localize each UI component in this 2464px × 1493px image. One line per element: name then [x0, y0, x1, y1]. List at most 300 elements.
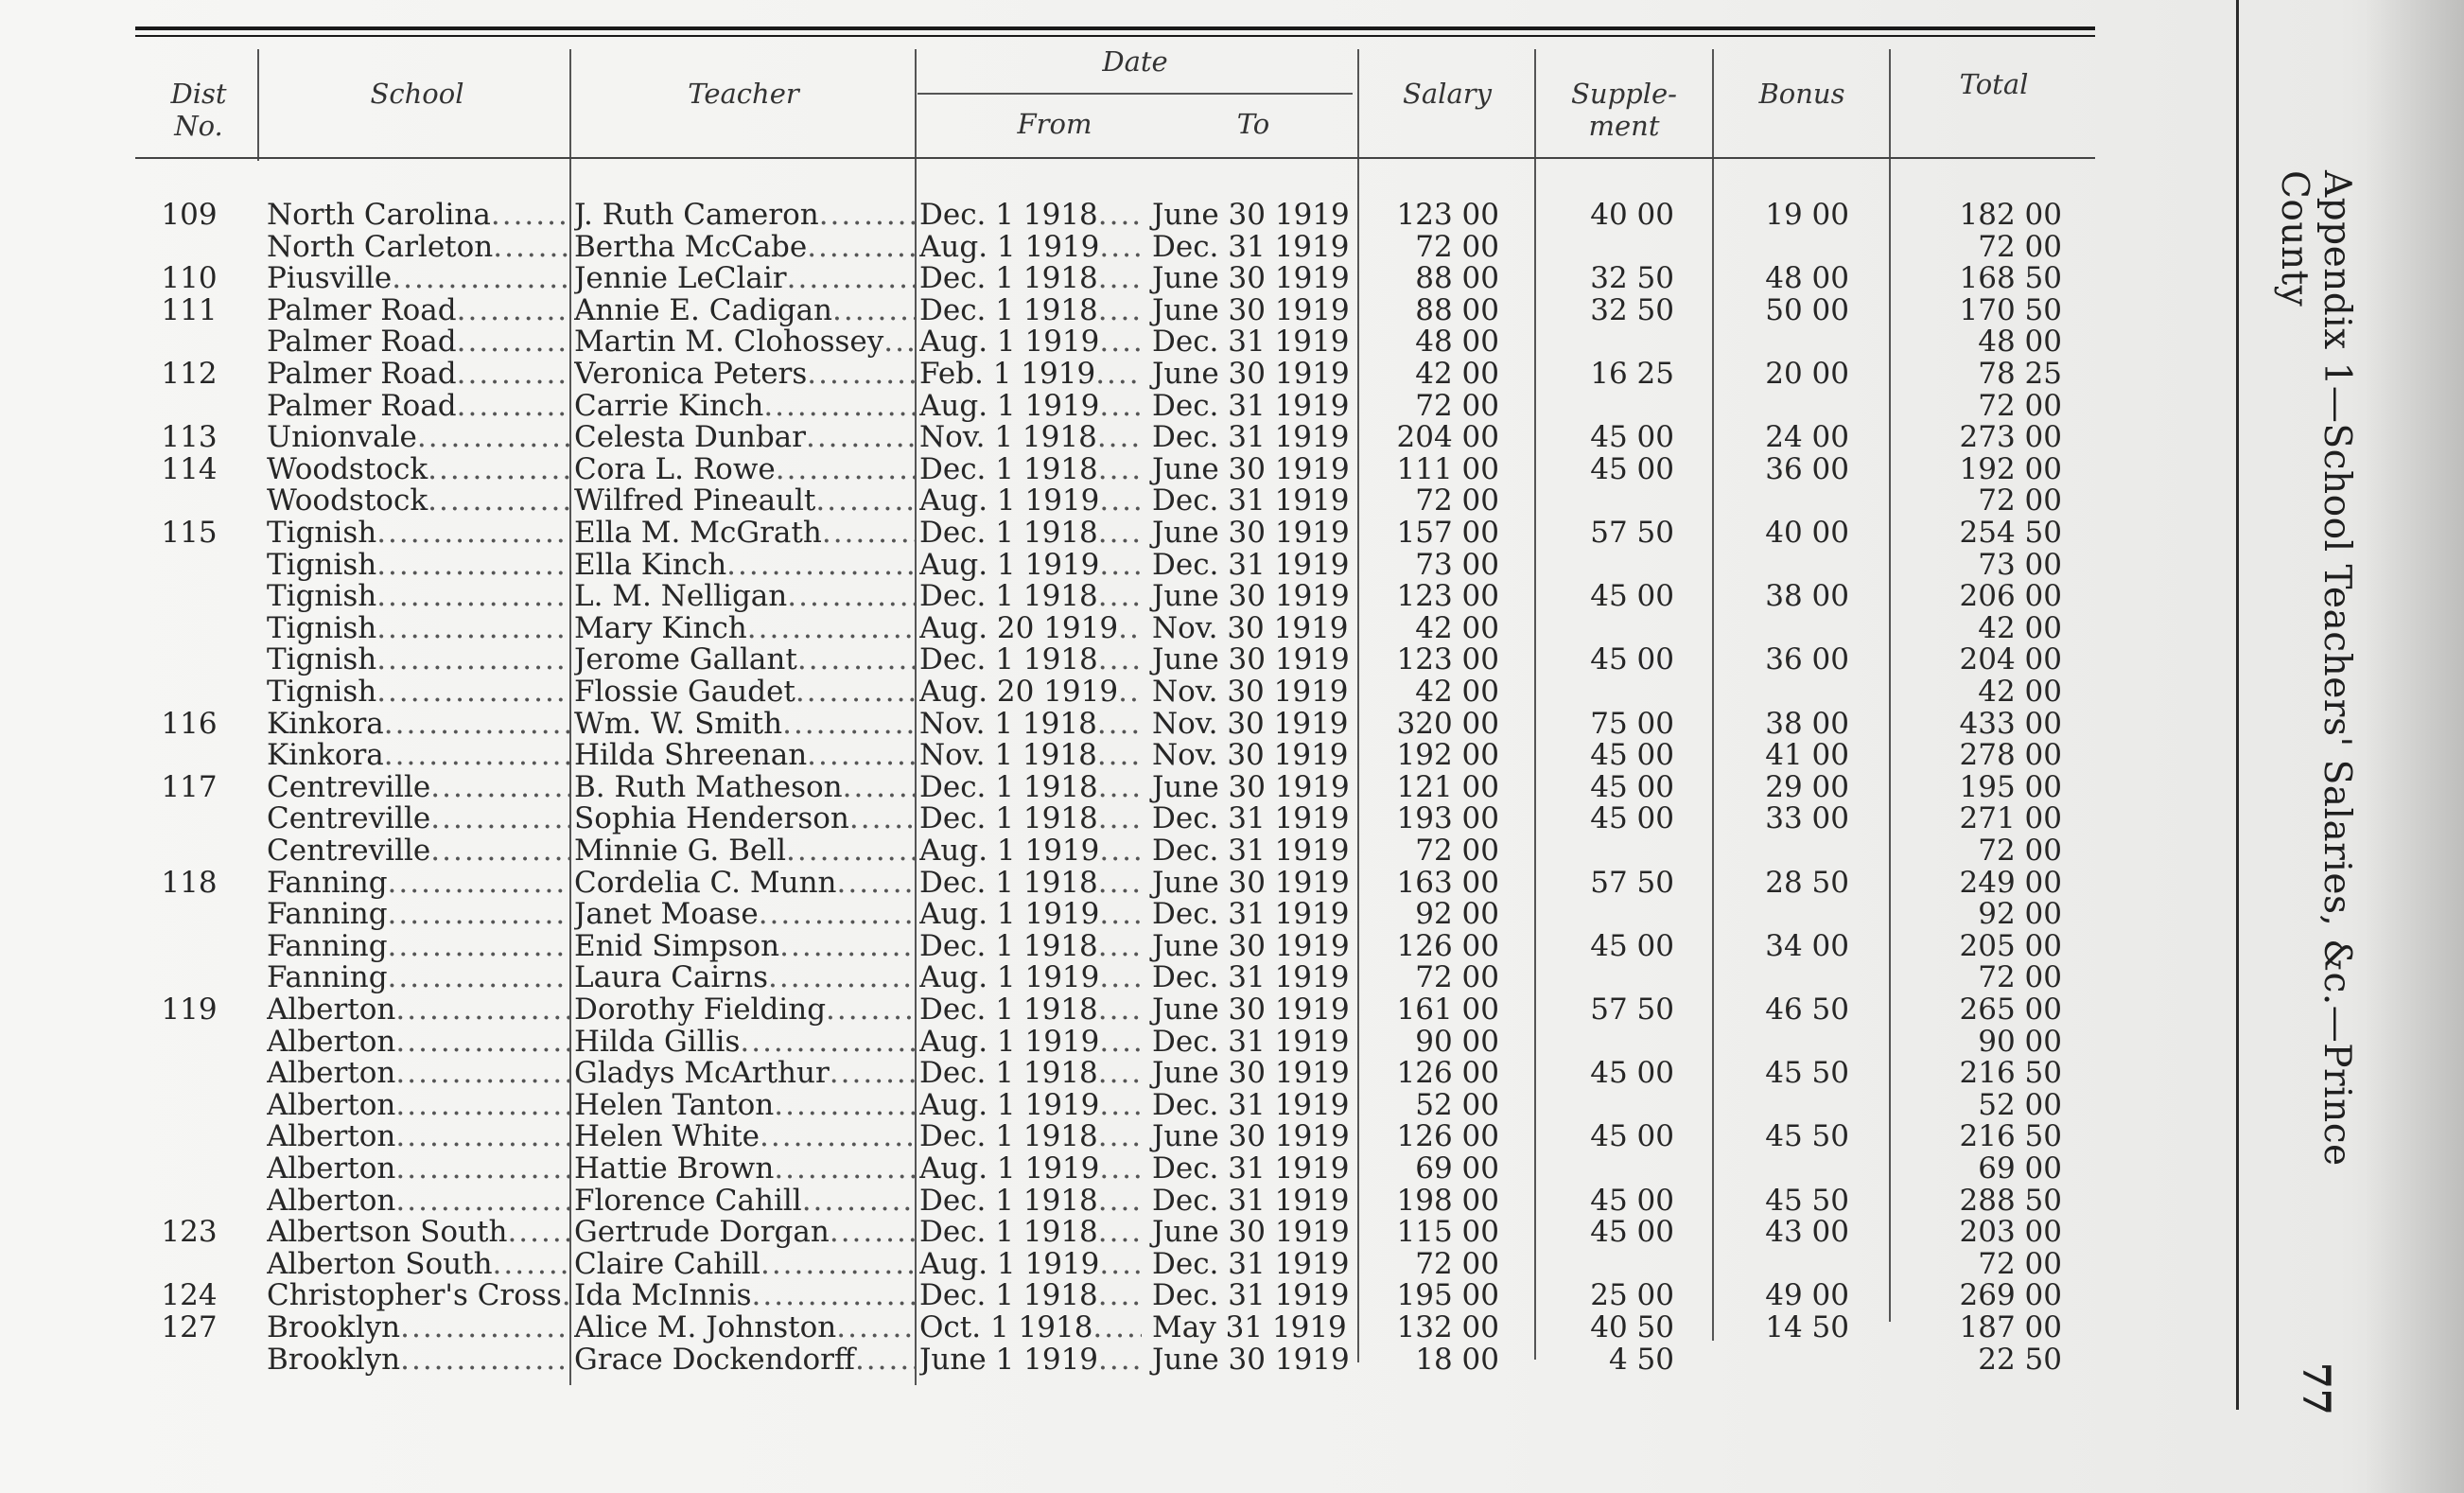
- row-salary: 72 00: [1415, 229, 1499, 264]
- header-bottom-rule: [135, 157, 2095, 159]
- row-salary: 198 00: [1396, 1183, 1499, 1218]
- row-date-to: Nov. 30 1919: [1152, 610, 1349, 645]
- table-row: [0, 1185, 2095, 1217]
- row-total: 216 50: [1959, 1056, 2062, 1091]
- row-date-from: Aug. 1 1919 .....: [919, 1089, 1142, 1121]
- running-head: Appendix 1—School Teachers' Salaries, &c.—Prince County: [2273, 170, 2358, 1167]
- row-bonus: 29 00: [1765, 769, 1849, 804]
- row-salary: 88 00: [1415, 292, 1499, 327]
- table-row: [0, 580, 2095, 612]
- row-school: Alberton .....: [267, 1185, 571, 1217]
- row-date-to: June 30 1919: [1152, 261, 1350, 296]
- row-date-from: Aug. 1 1919 .....: [919, 231, 1142, 263]
- row-total: 195 00: [1959, 769, 2062, 804]
- row-date-from: Aug. 1 1919 .....: [919, 484, 1142, 517]
- row-teacher: Minnie G. Bell .....: [574, 834, 915, 867]
- row-date-from: Aug. 1 1919 .....: [919, 961, 1142, 993]
- header-date-from: From: [1017, 108, 1092, 140]
- row-date-from: Dec. 1 1918 .....: [919, 453, 1142, 485]
- page-number: 77: [2294, 1362, 2338, 1415]
- row-school: Unionvale .....: [267, 421, 571, 453]
- row-date-from: Dec. 1 1918 .....: [919, 580, 1142, 612]
- row-school: Albertson South .....: [267, 1216, 571, 1248]
- row-date-to: Dec. 31 1919: [1152, 897, 1350, 932]
- table-row: [0, 867, 2095, 899]
- row-school: Fanning .....: [267, 961, 571, 993]
- row-supplement: 45 00: [1590, 451, 1674, 486]
- row-bonus: 41 00: [1765, 738, 1849, 773]
- page-edge-shadow: [2365, 0, 2464, 1493]
- row-date-from: Nov. 1 1918 .....: [919, 739, 1142, 771]
- row-school: Alberton South .....: [267, 1248, 571, 1280]
- table-row: [0, 421, 2095, 453]
- row-school: Alberton .....: [267, 1089, 571, 1121]
- row-date-from: Aug. 1 1919 .....: [919, 1152, 1142, 1185]
- row-school: Tignish .....: [267, 580, 571, 612]
- row-total: 192 00: [1959, 451, 2062, 486]
- row-total: 187 00: [1959, 1310, 2062, 1344]
- table-row: [0, 930, 2095, 962]
- row-bonus: 50 00: [1765, 292, 1849, 327]
- row-supplement: 57 50: [1590, 516, 1674, 550]
- row-date-to: May 31 1919: [1152, 1310, 1347, 1344]
- row-salary: 111 00: [1396, 451, 1499, 486]
- row-school: Fanning .....: [267, 930, 571, 962]
- row-salary: 123 00: [1396, 579, 1499, 614]
- row-school: North Carolina .....: [267, 199, 571, 231]
- row-teacher: Grace Dockendorff .....: [574, 1344, 915, 1376]
- row-supplement: 45 00: [1590, 928, 1674, 963]
- row-supplement: 32 50: [1590, 292, 1674, 327]
- row-bonus: 43 00: [1765, 1215, 1849, 1250]
- row-salary: 92 00: [1415, 897, 1499, 932]
- row-dist-no: 111: [161, 292, 218, 327]
- row-date-to: June 30 1919: [1152, 1119, 1350, 1154]
- row-supplement: 16 25: [1590, 357, 1674, 391]
- row-teacher: Annie E. Cadigan .....: [574, 294, 915, 326]
- row-date-from: Aug. 1 1919 .....: [919, 549, 1142, 581]
- row-dist-no: 119: [161, 992, 218, 1027]
- row-teacher: Bertha McCabe .....: [574, 231, 915, 263]
- row-school: Tignish .....: [267, 643, 571, 676]
- row-date-to: June 30 1919: [1152, 1342, 1350, 1377]
- table-row: [0, 612, 2095, 644]
- row-salary: 90 00: [1415, 1024, 1499, 1059]
- row-dist-no: 118: [161, 865, 218, 900]
- row-salary: 72 00: [1415, 483, 1499, 518]
- row-total: 73 00: [1978, 547, 2062, 582]
- row-bonus: 28 50: [1765, 865, 1849, 900]
- row-teacher: Flossie Gaudet .....: [574, 676, 915, 708]
- row-total: 42 00: [1978, 675, 2062, 709]
- row-teacher: Claire Cahill .....: [574, 1248, 915, 1280]
- row-dist-no: 123: [161, 1215, 218, 1250]
- row-teacher: Carrie Kinch .....: [574, 390, 915, 422]
- row-date-from: Dec. 1 1918 .....: [919, 199, 1142, 231]
- row-total: 182 00: [1959, 198, 2062, 232]
- row-total: 48 00: [1978, 325, 2062, 360]
- row-date-from: Aug. 1 1919 .....: [919, 390, 1142, 422]
- row-teacher: Hilda Shreenan .....: [574, 739, 915, 771]
- row-total: 72 00: [1978, 1246, 2062, 1281]
- row-teacher: Mary Kinch .....: [574, 612, 915, 644]
- row-date-to: June 30 1919: [1152, 769, 1350, 804]
- row-teacher: Dorothy Fielding .....: [574, 993, 915, 1026]
- row-school: Alberton .....: [267, 993, 571, 1026]
- row-bonus: 36 00: [1765, 451, 1849, 486]
- row-salary: 72 00: [1415, 388, 1499, 423]
- header-date-to: To: [1236, 108, 1270, 140]
- row-date-to: June 30 1919: [1152, 451, 1350, 486]
- row-date-from: Aug. 1 1919 .....: [919, 898, 1142, 930]
- row-total: 52 00: [1978, 1087, 2062, 1122]
- row-teacher: Veronica Peters .....: [574, 358, 915, 390]
- row-date-to: June 30 1919: [1152, 928, 1350, 963]
- row-total: 72 00: [1978, 483, 2062, 518]
- row-date-from: Dec. 1 1918 .....: [919, 1120, 1142, 1152]
- row-supplement: 45 00: [1590, 579, 1674, 614]
- row-salary: 192 00: [1396, 738, 1499, 773]
- row-date-to: Dec. 31 1919: [1152, 325, 1350, 360]
- row-teacher: Jerome Gallant .....: [574, 643, 915, 676]
- row-date-from: Aug. 20 1919 .....: [919, 676, 1142, 708]
- row-bonus: 45 50: [1765, 1119, 1849, 1154]
- table-row: [0, 676, 2095, 708]
- row-teacher: Celesta Dunbar .....: [574, 421, 915, 453]
- header-supplement: Supple- ment: [1571, 78, 1677, 142]
- row-bonus: 49 00: [1765, 1278, 1849, 1313]
- row-total: 269 00: [1959, 1278, 2062, 1313]
- row-supplement: 45 00: [1590, 1215, 1674, 1250]
- table-row: [0, 1152, 2095, 1185]
- row-total: 22 50: [1978, 1342, 2062, 1377]
- row-school: Piusville .....: [267, 262, 571, 294]
- table-row: [0, 231, 2095, 263]
- row-salary: 157 00: [1396, 516, 1499, 550]
- row-date-to: Dec. 31 1919: [1152, 801, 1350, 836]
- row-date-to: Nov. 30 1919: [1152, 738, 1349, 773]
- row-bonus: 45 50: [1765, 1183, 1849, 1218]
- row-dist-no: 124: [161, 1278, 218, 1313]
- table-row: [0, 390, 2095, 422]
- row-teacher: Gladys McArthur .....: [574, 1057, 915, 1089]
- table-row: [0, 294, 2095, 326]
- row-salary: 204 00: [1396, 420, 1499, 455]
- row-dist-no: 112: [161, 357, 218, 391]
- row-total: 205 00: [1959, 928, 2062, 963]
- table-row: [0, 199, 2095, 231]
- row-date-from: Dec. 1 1918 .....: [919, 802, 1142, 834]
- row-teacher: Jennie LeClair .....: [574, 262, 915, 294]
- row-school: Brooklyn .....: [267, 1311, 571, 1344]
- row-dist-no: 117: [161, 769, 218, 804]
- row-supplement: 40 50: [1590, 1310, 1674, 1344]
- row-date-to: June 30 1919: [1152, 579, 1350, 614]
- table-row: [0, 453, 2095, 485]
- row-salary: 72 00: [1415, 834, 1499, 868]
- row-date-from: Dec. 1 1918 .....: [919, 262, 1142, 294]
- row-school: Alberton .....: [267, 1026, 571, 1058]
- date-subheader-rule: [917, 93, 1353, 95]
- row-date-to: Dec. 31 1919: [1152, 1246, 1350, 1281]
- row-salary: 18 00: [1415, 1342, 1499, 1377]
- row-salary: 42 00: [1415, 610, 1499, 645]
- row-salary: 161 00: [1396, 992, 1499, 1027]
- row-date-from: Aug. 1 1919 .....: [919, 834, 1142, 867]
- row-total: 288 50: [1959, 1183, 2062, 1218]
- row-supplement: 57 50: [1590, 992, 1674, 1027]
- row-teacher: Hilda Gillis .....: [574, 1026, 915, 1058]
- row-salary: 126 00: [1396, 1056, 1499, 1091]
- row-total: 42 00: [1978, 610, 2062, 645]
- row-date-from: Dec. 1 1918 .....: [919, 771, 1142, 803]
- row-date-to: Dec. 31 1919: [1152, 1278, 1350, 1313]
- row-total: 72 00: [1978, 229, 2062, 264]
- row-salary: 193 00: [1396, 801, 1499, 836]
- row-date-from: Dec. 1 1918 .....: [919, 294, 1142, 326]
- row-supplement: 45 00: [1590, 738, 1674, 773]
- row-dist-no: 113: [161, 420, 218, 455]
- row-bonus: 14 50: [1765, 1310, 1849, 1344]
- row-salary: 88 00: [1415, 261, 1499, 296]
- row-date-to: Dec. 31 1919: [1152, 834, 1350, 868]
- table-row: [0, 517, 2095, 549]
- row-salary: 123 00: [1396, 642, 1499, 677]
- table-row: [0, 898, 2095, 930]
- table-row: [0, 358, 2095, 390]
- row-salary: 42 00: [1415, 357, 1499, 391]
- row-date-to: Dec. 31 1919: [1152, 1183, 1350, 1218]
- row-school: Tignish .....: [267, 549, 571, 581]
- row-date-from: June 1 1919 .....: [919, 1344, 1142, 1376]
- row-supplement: 45 00: [1590, 420, 1674, 455]
- row-bonus: 46 50: [1765, 992, 1849, 1027]
- row-date-to: June 30 1919: [1152, 516, 1350, 550]
- row-total: 90 00: [1978, 1024, 2062, 1059]
- row-date-from: Dec. 1 1918 .....: [919, 867, 1142, 899]
- row-teacher: Helen Tanton .....: [574, 1089, 915, 1121]
- row-date-to: Dec. 31 1919: [1152, 420, 1350, 455]
- row-school: Brooklyn .....: [267, 1344, 571, 1376]
- row-supplement: 45 00: [1590, 1056, 1674, 1091]
- table-row: [0, 643, 2095, 676]
- row-teacher: Laura Cairns .....: [574, 961, 915, 993]
- row-total: 72 00: [1978, 388, 2062, 423]
- row-total: 203 00: [1959, 1215, 2062, 1250]
- row-bonus: 36 00: [1765, 642, 1849, 677]
- row-teacher: B. Ruth Matheson .....: [574, 771, 915, 803]
- row-school: North Carleton .....: [267, 231, 571, 263]
- row-date-from: Dec. 1 1918 .....: [919, 930, 1142, 962]
- row-total: 170 50: [1959, 292, 2062, 327]
- row-teacher: Ella Kinch .....: [574, 549, 915, 581]
- row-salary: 48 00: [1415, 325, 1499, 360]
- table-row: [0, 1311, 2095, 1344]
- row-total: 273 00: [1959, 420, 2062, 455]
- row-date-from: Nov. 1 1918 .....: [919, 421, 1142, 453]
- table-row: [0, 1120, 2095, 1152]
- margin-rule: [2236, 0, 2239, 1410]
- row-date-to: June 30 1919: [1152, 357, 1350, 391]
- row-total: 69 00: [1978, 1151, 2062, 1186]
- row-salary: 163 00: [1396, 865, 1499, 900]
- row-date-to: June 30 1919: [1152, 1215, 1350, 1250]
- row-school: Centreville .....: [267, 771, 571, 803]
- row-salary: 69 00: [1415, 1151, 1499, 1186]
- table-row: [0, 1344, 2095, 1376]
- row-date-to: Dec. 31 1919: [1152, 229, 1350, 264]
- row-date-to: Dec. 31 1919: [1152, 483, 1350, 518]
- table-row: [0, 961, 2095, 993]
- header-teacher: Teacher: [688, 78, 799, 110]
- row-date-from: Aug. 1 1919 .....: [919, 1248, 1142, 1280]
- row-school: Centreville .....: [267, 834, 571, 867]
- header-bonus: Bonus: [1758, 78, 1845, 110]
- row-date-to: Nov. 30 1919: [1152, 675, 1349, 709]
- header-school: School: [370, 78, 464, 110]
- table-row: [0, 834, 2095, 867]
- row-date-to: June 30 1919: [1152, 992, 1350, 1027]
- row-date-to: Nov. 30 1919: [1152, 706, 1349, 741]
- header-total: Total: [1959, 68, 2029, 100]
- row-teacher: Enid Simpson .....: [574, 930, 915, 962]
- row-salary: 123 00: [1396, 198, 1499, 232]
- header-salary: Salary: [1403, 78, 1492, 110]
- row-bonus: 40 00: [1765, 516, 1849, 550]
- row-total: 72 00: [1978, 834, 2062, 868]
- row-supplement: 75 00: [1590, 706, 1674, 741]
- row-supplement: 45 00: [1590, 769, 1674, 804]
- table-row: [0, 1279, 2095, 1311]
- row-salary: 73 00: [1415, 547, 1499, 582]
- row-total: 249 00: [1959, 865, 2062, 900]
- row-date-from: Nov. 1 1918 .....: [919, 708, 1142, 740]
- table-row: [0, 802, 2095, 834]
- row-salary: 52 00: [1415, 1087, 1499, 1122]
- row-date-from: Dec. 1 1918 .....: [919, 1185, 1142, 1217]
- row-salary: 72 00: [1415, 960, 1499, 995]
- row-dist-no: 116: [161, 706, 218, 741]
- row-salary: 132 00: [1396, 1310, 1499, 1344]
- row-teacher: Cordelia C. Munn .....: [574, 867, 915, 899]
- row-date-to: Dec. 31 1919: [1152, 1024, 1350, 1059]
- row-teacher: Sophia Henderson .....: [574, 802, 915, 834]
- row-date-from: Oct. 1 1918 .....: [919, 1311, 1142, 1344]
- row-date-from: Aug. 1 1919 .....: [919, 325, 1142, 358]
- row-supplement: 4 50: [1608, 1342, 1674, 1377]
- row-teacher: Alice M. Johnston .....: [574, 1311, 915, 1344]
- row-teacher: Martin M. Clohossey .....: [574, 325, 915, 358]
- row-teacher: Gertrude Dorgan .....: [574, 1216, 915, 1248]
- header-date: Date: [1102, 45, 1168, 78]
- row-teacher: Helen White .....: [574, 1120, 915, 1152]
- table-row: [0, 325, 2095, 358]
- table-row: [0, 1216, 2095, 1248]
- row-total: 72 00: [1978, 960, 2062, 995]
- table-row: [0, 1026, 2095, 1058]
- table-row: [0, 549, 2095, 581]
- row-supplement: 25 00: [1590, 1278, 1674, 1313]
- row-supplement: 57 50: [1590, 865, 1674, 900]
- row-date-to: June 30 1919: [1152, 642, 1350, 677]
- row-teacher: L. M. Nelligan .....: [574, 580, 915, 612]
- row-teacher: Cora L. Rowe .....: [574, 453, 915, 485]
- row-bonus: 48 00: [1765, 261, 1849, 296]
- row-school: Kinkora .....: [267, 708, 571, 740]
- row-salary: 195 00: [1396, 1278, 1499, 1313]
- row-dist-no: 110: [161, 261, 218, 296]
- row-school: Tignish .....: [267, 676, 571, 708]
- row-salary: 320 00: [1396, 706, 1499, 741]
- row-date-from: Dec. 1 1918 .....: [919, 643, 1142, 676]
- column-divider: [257, 49, 259, 161]
- row-school: Woodstock .....: [267, 453, 571, 485]
- row-date-to: June 30 1919: [1152, 292, 1350, 327]
- row-supplement: 45 00: [1590, 1183, 1674, 1218]
- row-total: 92 00: [1978, 897, 2062, 932]
- row-bonus: 19 00: [1765, 198, 1849, 232]
- table-row: [0, 739, 2095, 771]
- row-school: Alberton .....: [267, 1120, 571, 1152]
- row-date-to: June 30 1919: [1152, 865, 1350, 900]
- row-date-from: Aug. 1 1919 .....: [919, 1026, 1142, 1058]
- row-total: 168 50: [1959, 261, 2062, 296]
- row-date-to: June 30 1919: [1152, 198, 1350, 232]
- row-total: 433 00: [1959, 706, 2062, 741]
- row-salary: 72 00: [1415, 1246, 1499, 1281]
- row-school: Kinkora .....: [267, 739, 571, 771]
- row-school: Tignish .....: [267, 612, 571, 644]
- row-school: Palmer Road .....: [267, 358, 571, 390]
- row-total: 278 00: [1959, 738, 2062, 773]
- row-bonus: 20 00: [1765, 357, 1849, 391]
- row-total: 204 00: [1959, 642, 2062, 677]
- row-supplement: 45 00: [1590, 801, 1674, 836]
- row-total: 265 00: [1959, 992, 2062, 1027]
- row-supplement: 32 50: [1590, 261, 1674, 296]
- row-total: 254 50: [1959, 516, 2062, 550]
- row-school: Alberton .....: [267, 1057, 571, 1089]
- row-date-from: Feb. 1 1919 .....: [919, 358, 1142, 390]
- row-bonus: 33 00: [1765, 801, 1849, 836]
- row-bonus: 34 00: [1765, 928, 1849, 963]
- row-total: 206 00: [1959, 579, 2062, 614]
- table-row: [0, 708, 2095, 740]
- row-date-to: Dec. 31 1919: [1152, 1087, 1350, 1122]
- row-supplement: 40 00: [1590, 198, 1674, 232]
- row-dist-no: 115: [161, 516, 218, 550]
- table-row: [0, 993, 2095, 1026]
- row-teacher: Florence Cahill .....: [574, 1185, 915, 1217]
- top-thin-rule: [135, 35, 2095, 37]
- row-school: Palmer Road .....: [267, 294, 571, 326]
- row-teacher: Wm. W. Smith .....: [574, 708, 915, 740]
- row-date-from: Dec. 1 1918 .....: [919, 993, 1142, 1026]
- row-date-from: Aug. 20 1919 .....: [919, 612, 1142, 644]
- row-date-from: Dec. 1 1918 .....: [919, 517, 1142, 549]
- row-salary: 42 00: [1415, 675, 1499, 709]
- row-date-from: Dec. 1 1918 .....: [919, 1279, 1142, 1311]
- row-school: Centreville .....: [267, 802, 571, 834]
- row-school: Palmer Road .....: [267, 390, 571, 422]
- row-teacher: Ida McInnis .....: [574, 1279, 915, 1311]
- row-supplement: 45 00: [1590, 1119, 1674, 1154]
- row-date-to: Dec. 31 1919: [1152, 388, 1350, 423]
- row-dist-no: 109: [161, 198, 218, 232]
- header-dist-no: Dist No.: [170, 78, 227, 142]
- row-bonus: 45 50: [1765, 1056, 1849, 1091]
- row-school: Palmer Road .....: [267, 325, 571, 358]
